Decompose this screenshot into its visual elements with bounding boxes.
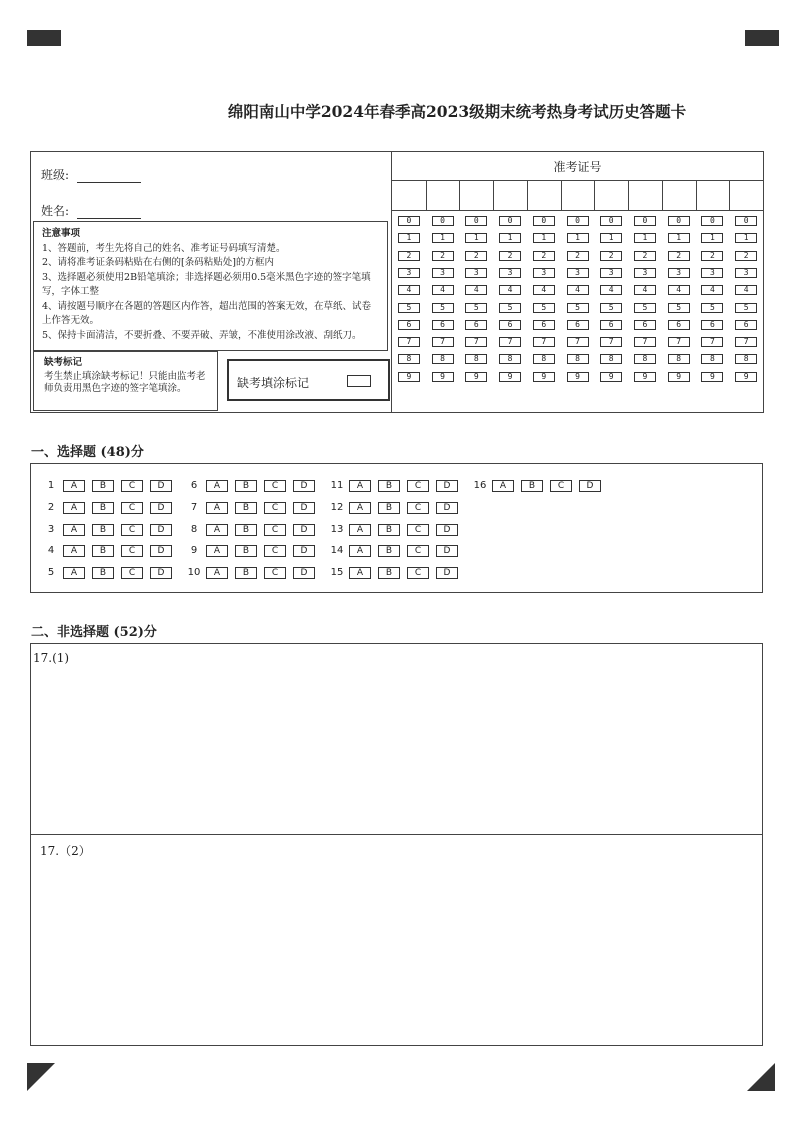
id-bubble-4[interactable]: 4 (398, 285, 420, 295)
page-title: 绵阳南山中学2024年春季高2023级期末统考热身考试历史答题卡 (227, 102, 687, 121)
notes-line-2: 2、请将准考证条码粘贴在右侧的[条码粘贴处]的方框内 (42, 257, 274, 268)
mcq-option-b[interactable]: B (92, 567, 114, 579)
id-cell-divider (628, 180, 629, 210)
mcq-question-9 (186, 545, 322, 557)
id-bubble-3[interactable]: 3 (398, 268, 420, 278)
id-bubble-7[interactable]: 7 (533, 337, 555, 347)
mcq-question-number: 1 (47, 480, 55, 491)
id-block (392, 152, 763, 412)
id-bubble-0[interactable]: 0 (634, 216, 656, 226)
absence-mark-bubble[interactable] (347, 375, 371, 387)
mcq-option-b[interactable]: B (378, 480, 400, 492)
corner-marker-bottom-right (747, 1063, 775, 1091)
id-bubble-8[interactable]: 8 (701, 354, 723, 364)
mcq-option-c[interactable]: C (407, 545, 429, 557)
id-bubble-6[interactable]: 6 (701, 320, 723, 330)
id-bubble-6[interactable]: 6 (465, 320, 487, 330)
mcq-question-14 (329, 545, 465, 557)
id-bubble-7[interactable]: 7 (567, 337, 589, 347)
id-bubble-3[interactable]: 3 (465, 268, 487, 278)
mcq-option-a[interactable]: A (63, 567, 85, 579)
mcq-option-d[interactable]: D (293, 545, 315, 557)
mcq-option-c[interactable]: C (264, 524, 286, 536)
id-bubble-9[interactable]: 9 (398, 372, 420, 382)
mcq-option-a[interactable]: A (206, 480, 228, 492)
id-bubble-9[interactable]: 9 (600, 372, 622, 382)
id-bubble-1[interactable]: 1 (735, 233, 757, 243)
id-bubble-4[interactable]: 4 (735, 285, 757, 295)
mcq-option-d[interactable]: D (150, 480, 172, 492)
id-bubble-3[interactable]: 3 (533, 268, 555, 278)
name-label: 姓名: (41, 204, 70, 218)
class-underline[interactable] (77, 170, 141, 183)
id-bubble-5[interactable]: 5 (634, 303, 656, 313)
mcq-option-c[interactable]: C (407, 502, 429, 514)
mcq-option-c[interactable]: C (121, 524, 143, 536)
id-bubble-6[interactable]: 6 (567, 320, 589, 330)
id-bubble-2[interactable]: 2 (668, 251, 690, 261)
mcq-option-d[interactable]: D (579, 480, 601, 492)
id-bubble-1[interactable]: 1 (398, 233, 420, 243)
mcq-option-d[interactable]: D (150, 502, 172, 514)
mcq-option-d[interactable]: D (436, 567, 458, 579)
mcq-option-d[interactable]: D (436, 545, 458, 557)
id-bubble-9[interactable]: 9 (634, 372, 656, 382)
notes-line-3: 3、选择题必须使用2B铅笔填涂；非选择题必须用0.5毫米黑色字迹的签字笔填写，字体工整 (42, 271, 371, 297)
mcq-option-a[interactable]: A (349, 480, 371, 492)
mcq-question-number: 14 (330, 545, 344, 557)
id-bubble-1[interactable]: 1 (499, 233, 521, 243)
id-bubble-2[interactable]: 2 (567, 251, 589, 261)
id-bubble-3[interactable]: 3 (634, 268, 656, 278)
mcq-option-a[interactable]: A (206, 524, 228, 536)
notes-line-4: 4、请按题号顺序在各题的答题区内作答，超出范围的答案无效，在草纸、试卷上作答无效。 (42, 300, 372, 326)
id-bubble-7[interactable]: 7 (701, 337, 723, 347)
mcq-option-b[interactable]: B (235, 480, 257, 492)
mcq-question-number: 3 (47, 523, 55, 535)
id-bubble-4[interactable]: 4 (701, 285, 723, 295)
mcq-option-b[interactable]: B (92, 524, 114, 536)
id-bubble-4[interactable]: 4 (634, 285, 656, 295)
id-bubble-2[interactable]: 2 (600, 251, 622, 261)
id-bubble-8[interactable]: 8 (567, 354, 589, 364)
id-bubble-8[interactable]: 8 (668, 354, 690, 364)
mcq-option-d[interactable]: D (293, 567, 315, 579)
id-cell-divider (527, 180, 528, 210)
mcq-option-d[interactable]: D (436, 502, 458, 514)
id-bubble-1[interactable]: 1 (465, 233, 487, 243)
mcq-question-16 (472, 480, 608, 492)
q17-2-label: 17.（2） (40, 844, 91, 858)
mcq-option-b[interactable]: B (92, 545, 114, 557)
id-bubble-6[interactable]: 6 (735, 320, 757, 330)
mcq-option-c[interactable]: C (121, 480, 143, 492)
id-bubble-5[interactable]: 5 (465, 303, 487, 313)
id-label-separator (392, 180, 763, 181)
mcq-option-a[interactable]: A (349, 524, 371, 536)
id-bubble-9[interactable]: 9 (701, 372, 723, 382)
mcq-question-number: 16 (473, 480, 487, 491)
mcq-option-a[interactable]: A (206, 545, 228, 557)
section1-box (30, 463, 763, 593)
mcq-question-12 (329, 502, 465, 514)
id-bubble-1[interactable]: 1 (567, 233, 589, 243)
id-bubble-8[interactable]: 8 (634, 354, 656, 364)
id-cell-divider (729, 180, 730, 210)
mcq-question-1 (43, 480, 179, 492)
id-bubble-0[interactable]: 0 (432, 216, 454, 226)
mcq-option-c[interactable]: C (550, 480, 572, 492)
mcq-option-a[interactable]: A (492, 480, 514, 492)
id-bubble-8[interactable]: 8 (398, 354, 420, 364)
corner-marker-top-right (745, 30, 779, 46)
notes-line-5: 5、保持卡面清洁，不要折叠、不要弄破、弄皱，不准使用涂改液、刮纸刀。 (42, 329, 362, 341)
absence-mark-box (227, 359, 390, 401)
mcq-option-d[interactable]: D (436, 524, 458, 536)
mcq-question-number: 13 (330, 523, 344, 535)
class-field[interactable] (41, 166, 141, 183)
corner-marker-bottom-left (27, 1063, 55, 1091)
id-bubble-0[interactable]: 0 (567, 216, 589, 226)
corner-marker-top-left (27, 30, 61, 46)
mcq-question-15 (329, 567, 465, 579)
id-cell-divider (426, 180, 427, 210)
absence-heading: 缺考标记 (44, 357, 83, 368)
mcq-question-11 (329, 480, 465, 492)
mcq-option-b[interactable]: B (235, 567, 257, 579)
id-bubble-2[interactable]: 2 (398, 251, 420, 261)
id-cell-divider (493, 180, 494, 210)
id-bubble-7[interactable]: 7 (465, 337, 487, 347)
id-bubble-3[interactable]: 3 (499, 268, 521, 278)
mcq-option-d[interactable]: D (293, 480, 315, 492)
mcq-option-a[interactable]: A (63, 480, 85, 492)
id-bubble-5[interactable]: 5 (499, 303, 521, 313)
id-bubble-4[interactable]: 4 (533, 285, 555, 295)
mcq-question-number: 7 (190, 501, 198, 513)
id-bubble-8[interactable]: 8 (600, 354, 622, 364)
absence-box (33, 351, 218, 411)
id-bubble-4[interactable]: 4 (600, 285, 622, 295)
id-bubble-7[interactable]: 7 (634, 337, 656, 347)
id-bubble-6[interactable]: 6 (533, 320, 555, 330)
id-cell-divider (662, 180, 663, 210)
q17-2-answer-area[interactable] (30, 834, 763, 1046)
mcq-question-number: 2 (47, 501, 55, 513)
notes-line-1: 1、答题前，考生先将自己的姓名、准考证号码填写清楚。 (42, 242, 286, 254)
id-bubble-5[interactable]: 5 (567, 303, 589, 313)
mcq-option-a[interactable]: A (63, 545, 85, 557)
id-bubble-2[interactable]: 2 (432, 251, 454, 261)
id-bubble-5[interactable]: 5 (735, 303, 757, 313)
id-bubble-7[interactable]: 7 (735, 337, 757, 347)
id-bubble-1[interactable]: 1 (634, 233, 656, 243)
id-cell-divider (594, 180, 595, 210)
mcq-question-number: 10 (187, 567, 201, 579)
header-block (30, 151, 764, 413)
id-bubble-0[interactable]: 0 (398, 216, 420, 226)
mcq-question-5 (43, 567, 179, 579)
id-bubble-3[interactable]: 3 (668, 268, 690, 278)
mcq-question-number: 5 (47, 567, 55, 579)
id-bubble-6[interactable]: 6 (398, 320, 420, 330)
id-bubble-5[interactable]: 5 (600, 303, 622, 313)
mcq-question-number: 12 (330, 501, 344, 513)
mcq-question-8 (186, 524, 322, 536)
id-bubble-9[interactable]: 9 (668, 372, 690, 382)
id-bubble-9[interactable]: 9 (735, 372, 757, 382)
id-bubble-4[interactable]: 4 (668, 285, 690, 295)
id-bubble-1[interactable]: 1 (600, 233, 622, 243)
id-bubble-6[interactable]: 6 (432, 320, 454, 330)
mcq-option-a[interactable]: A (206, 502, 228, 514)
mcq-option-d[interactable]: D (293, 502, 315, 514)
mcq-option-c[interactable]: C (264, 567, 286, 579)
section2-title: 二、非选择题 (52)分 (31, 625, 157, 640)
id-bubble-7[interactable]: 7 (668, 337, 690, 347)
mcq-option-b[interactable]: B (235, 524, 257, 536)
id-bubble-7[interactable]: 7 (398, 337, 420, 347)
mcq-option-b[interactable]: B (92, 502, 114, 514)
mcq-question-number: 4 (47, 545, 55, 557)
id-bubble-9[interactable]: 9 (465, 372, 487, 382)
mcq-option-a[interactable]: A (63, 524, 85, 536)
mcq-option-a[interactable]: A (349, 502, 371, 514)
mcq-option-c[interactable]: C (264, 480, 286, 492)
id-bubble-1[interactable]: 1 (701, 233, 723, 243)
mcq-question-2 (43, 502, 179, 514)
mcq-option-a[interactable]: A (349, 545, 371, 557)
absence-mark-label: 缺考填涂标记 (237, 376, 310, 390)
mcq-option-c[interactable]: C (121, 567, 143, 579)
id-bubble-0[interactable]: 0 (701, 216, 723, 226)
mcq-question-number: 8 (190, 523, 198, 535)
mcq-option-b[interactable]: B (378, 567, 400, 579)
id-bubble-3[interactable]: 3 (432, 268, 454, 278)
mcq-option-d[interactable]: D (436, 480, 458, 492)
id-bubble-8[interactable]: 8 (499, 354, 521, 364)
id-bubble-1[interactable]: 1 (432, 233, 454, 243)
id-bubble-9[interactable]: 9 (533, 372, 555, 382)
id-bubble-4[interactable]: 4 (465, 285, 487, 295)
id-bubble-7[interactable]: 7 (499, 337, 521, 347)
id-bubble-6[interactable]: 6 (600, 320, 622, 330)
id-bubble-8[interactable]: 8 (533, 354, 555, 364)
id-bubble-3[interactable]: 3 (735, 268, 757, 278)
id-bubble-0[interactable]: 0 (465, 216, 487, 226)
q17-1-label: 17.(1) (33, 651, 70, 665)
id-bubble-2[interactable]: 2 (499, 251, 521, 261)
mcq-option-c[interactable]: C (121, 545, 143, 557)
id-bubble-2[interactable]: 2 (533, 251, 555, 261)
mcq-question-6 (186, 480, 322, 492)
id-bubble-5[interactable]: 5 (533, 303, 555, 313)
id-bubble-3[interactable]: 3 (701, 268, 723, 278)
id-bubble-4[interactable]: 4 (432, 285, 454, 295)
id-bubble-3[interactable]: 3 (567, 268, 589, 278)
id-bubble-8[interactable]: 8 (432, 354, 454, 364)
name-field[interactable] (41, 202, 141, 219)
mcq-option-b[interactable]: B (92, 480, 114, 492)
mcq-option-b[interactable]: B (521, 480, 543, 492)
id-bubble-4[interactable]: 4 (499, 285, 521, 295)
mcq-option-c[interactable]: C (407, 567, 429, 579)
mcq-option-c[interactable]: C (264, 502, 286, 514)
mcq-question-4 (43, 545, 179, 557)
mcq-question-13 (329, 524, 465, 536)
id-bubble-6[interactable]: 6 (634, 320, 656, 330)
mcq-option-d[interactable]: D (150, 545, 172, 557)
notes-heading: 注意事项 (42, 228, 81, 239)
id-bubble-0[interactable]: 0 (499, 216, 521, 226)
id-bubble-3[interactable]: 3 (600, 268, 622, 278)
mcq-question-number: 6 (190, 480, 198, 491)
id-bubble-6[interactable]: 6 (668, 320, 690, 330)
class-label: 班级: (41, 168, 70, 182)
id-bubble-8[interactable]: 8 (465, 354, 487, 364)
id-bubble-0[interactable]: 0 (600, 216, 622, 226)
mcq-question-7 (186, 502, 322, 514)
mcq-option-c[interactable]: C (407, 524, 429, 536)
mcq-option-d[interactable]: D (150, 567, 172, 579)
id-bubble-8[interactable]: 8 (735, 354, 757, 364)
mcq-option-b[interactable]: B (378, 502, 400, 514)
mcq-question-3 (43, 524, 179, 536)
mcq-option-d[interactable]: D (150, 524, 172, 536)
id-cell-divider (459, 180, 460, 210)
id-cell-divider (561, 180, 562, 210)
id-bubble-1[interactable]: 1 (668, 233, 690, 243)
id-bubble-9[interactable]: 9 (499, 372, 521, 382)
mcq-option-b[interactable]: B (378, 524, 400, 536)
id-bubble-5[interactable]: 5 (701, 303, 723, 313)
mcq-option-c[interactable]: C (407, 480, 429, 492)
id-bubble-0[interactable]: 0 (735, 216, 757, 226)
id-bubble-9[interactable]: 9 (432, 372, 454, 382)
id-bubble-2[interactable]: 2 (634, 251, 656, 261)
section1-title: 一、选择题 (48)分 (31, 445, 144, 460)
id-bubble-4[interactable]: 4 (567, 285, 589, 295)
id-bubble-5[interactable]: 5 (398, 303, 420, 313)
mcq-question-number: 15 (330, 567, 344, 579)
id-bubble-2[interactable]: 2 (701, 251, 723, 261)
mcq-option-b[interactable]: B (235, 545, 257, 557)
mcq-option-a[interactable]: A (206, 567, 228, 579)
notes-box (33, 221, 388, 351)
mcq-option-a[interactable]: A (63, 502, 85, 514)
id-bubble-2[interactable]: 2 (735, 251, 757, 261)
mcq-question-number: 9 (190, 545, 198, 557)
id-label: 准考证号 (553, 160, 602, 174)
name-underline[interactable] (77, 206, 141, 219)
id-bubble-5[interactable]: 5 (432, 303, 454, 313)
q17-1-answer-area[interactable] (30, 643, 763, 835)
absence-desc: 考生禁止填涂缺考标记！只能由监考老师负责用黑色字迹的签字笔填涂。 (44, 370, 206, 394)
id-cell-divider (696, 180, 697, 210)
id-bubble-9[interactable]: 9 (567, 372, 589, 382)
id-bubble-7[interactable]: 7 (600, 337, 622, 347)
id-bubble-0[interactable]: 0 (668, 216, 690, 226)
mcq-option-d[interactable]: D (293, 524, 315, 536)
id-bubble-7[interactable]: 7 (432, 337, 454, 347)
id-bubble-2[interactable]: 2 (465, 251, 487, 261)
id-bubble-5[interactable]: 5 (668, 303, 690, 313)
id-write-row-bottom (392, 210, 763, 211)
mcq-option-b[interactable]: B (235, 502, 257, 514)
mcq-option-a[interactable]: A (349, 567, 371, 579)
mcq-option-c[interactable]: C (264, 545, 286, 557)
id-bubble-0[interactable]: 0 (533, 216, 555, 226)
mcq-question-10 (186, 567, 322, 579)
mcq-option-c[interactable]: C (121, 502, 143, 514)
id-bubble-6[interactable]: 6 (499, 320, 521, 330)
id-bubble-1[interactable]: 1 (533, 233, 555, 243)
mcq-question-number: 11 (330, 480, 344, 491)
mcq-option-b[interactable]: B (378, 545, 400, 557)
